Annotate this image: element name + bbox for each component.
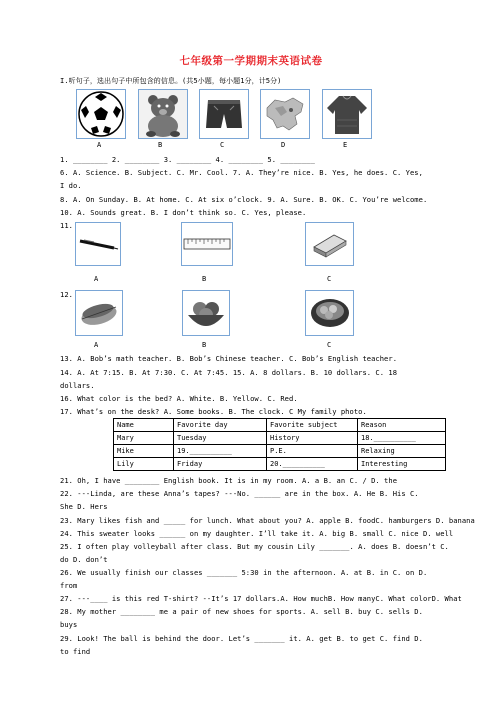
section-heading: I.听句子，选出句子中所包含的信息。(共5小题，每小题1分，计5分) [60,76,282,85]
question-26-cont: from [60,581,78,590]
question-11: 11. [60,221,73,230]
eraser-image [305,222,354,266]
question-28-cont: buys [60,620,78,629]
teddy-bear-image [138,89,188,139]
image-label-b: B [202,275,207,283]
table-cell: Friday [174,458,267,471]
table-cell: P.E. [267,445,358,458]
table-row [114,445,446,458]
image-label-c: C [220,141,225,149]
question-25-cont: do D. don’t [60,555,108,564]
table-cell: History [267,432,358,445]
table-cell: Favorite day [174,419,267,432]
table-cell: Reason [358,419,446,432]
question-29: 29. Look! The ball is behind the door. Let’s _______ it. A. get B. to get C. find D. [60,634,423,643]
question-12: 12. [60,290,73,299]
table-cell: Name [114,419,174,432]
table-row [114,432,446,445]
leaves-image [75,290,123,336]
image-label-d: D [281,141,286,149]
basket-image [305,290,354,336]
question-23: 23. Mary likes fish and _____ for lunch. What about you? A. apple B. foodC. hamburgers D. banana [60,516,475,525]
question-25: 25. I often play volleyball after class. But my cousin Lily _______. A. does B. doesn’t C. [60,542,449,551]
page-title: 七年级第一学期期末英语试卷 [179,55,323,67]
pen-image [75,222,121,266]
image-label-c: C [327,275,332,283]
question-14: 14. A. At 7:15. B. At 7:30. C. At 7:45. 15. A. 8 dollars. B. 10 dollars. C. 18 [60,368,398,377]
question-21: 21. Oh, I have ________ English book. It is in my room. A. a B. an C. / D. the [60,476,398,485]
question-8: 8. A. On Sunday. B. At home. C. At six o’clock. 9. A. Sure. B. OK. C. You’re welcome. [60,195,428,204]
image-label-b: B [202,341,207,349]
table-cell: 19.__________ [174,445,267,458]
table-cell: 18.__________ [358,432,446,445]
question-28: 28. My mother ________ me a pair of new shoes for sports. A. sell B. buy C. sells D. [60,607,423,616]
sweater-image [322,89,372,139]
table-cell: Lily [114,458,174,471]
table-cell: Interesting [358,458,446,471]
answer-line: 1. ________ 2. ________ 3. ________ 4. ________ 5. ________ [60,155,315,164]
question-14-cont: dollars. [60,381,95,390]
image-label-a: A [97,141,102,149]
question-16: 16. What color is the bed? A. White. B. Yellow. C. Red. [60,394,298,403]
question-22: 22. ---Linda, are these Anna’s tapes? ---No. ______ are in the box. A. He B. His C. [60,489,419,498]
table-cell: 20.__________ [267,458,358,471]
question-24: 24. This sweater looks ______ on my daughter. I’ll take it. A. big B. small C. nice D. well [60,529,454,538]
bowl-image [182,290,230,336]
image-label-c: C [327,341,332,349]
info-table [113,418,446,471]
ruler-image [181,222,233,266]
image-label-a: A [94,341,99,349]
image-label-a: A [94,275,99,283]
football-image [76,89,126,139]
question-6: 6. A. Science. B. Subject. C. Mr. Cool. 7. A. They’re nice. B. Yes, he does. C. Yes, [60,168,423,177]
question-22-cont: She D. Hers [60,502,108,511]
map-image [260,89,310,139]
table-row [114,419,446,432]
question-26: 26. We usually finish our classes _______ 5:30 in the afternoon. A. at B. in C. on D. [60,568,428,577]
question-13: 13. A. Bob’s math teacher. B. Bob’s Chinese teacher. C. Bob’s English teacher. [60,354,398,363]
table-cell: Tuesday [174,432,267,445]
table-cell: Mike [114,445,174,458]
table-cell: Relaxing [358,445,446,458]
table-cell: Mary [114,432,174,445]
question-17: 17. What’s on the desk? A. Some books. B. The clock. C My family photo. [60,407,367,416]
question-10: 10. A. Sounds great. B. I don’t think so. C. Yes, please. [60,208,307,217]
question-29-cont: to find [60,647,91,656]
question-27: 27. ---____ is this red T-shirt? --It’s 17 dollars.A. How muchB. How manyC. What colorD. What [60,594,462,603]
image-label-e: E [343,141,348,149]
table-cell: Favorite subject [267,419,358,432]
shorts-image [199,89,249,139]
image-label-b: B [158,141,163,149]
table-row [114,458,446,471]
question-6-cont: I do. [60,181,82,190]
